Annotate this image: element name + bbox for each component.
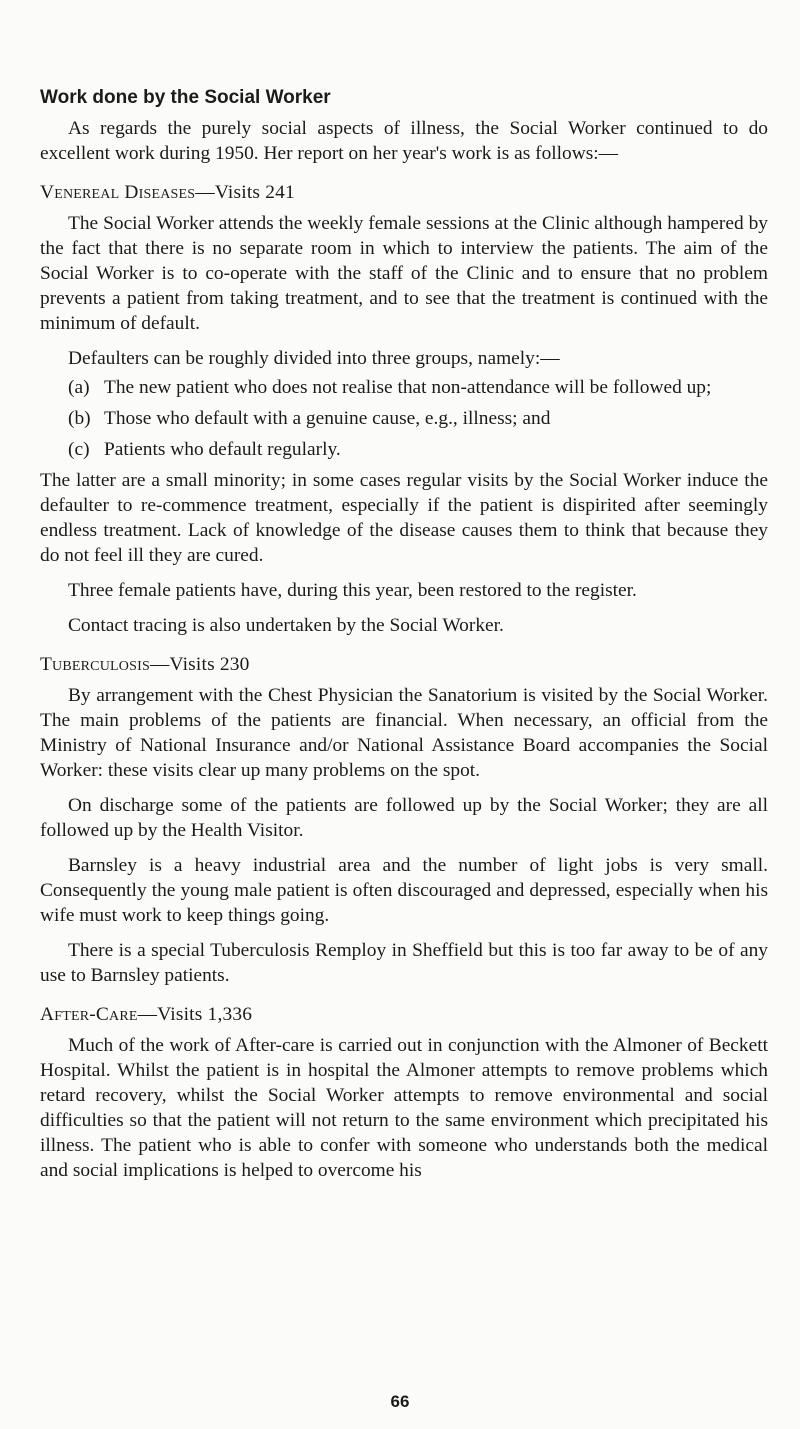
list-item bbox=[68, 375, 768, 400]
vd-paragraph-5: Contact tracing is also undertaken by the Social Worker. bbox=[68, 615, 504, 636]
tb-paragraph-2: On discharge some of the patients are followed up by the Social Worker; they are all followed up by the Health Visitor. bbox=[40, 795, 768, 841]
section-visits: —Visits 1,336 bbox=[137, 1004, 253, 1025]
list-item-text: The new patient who does not realise that non-attendance will be followed up; bbox=[104, 377, 712, 398]
tb-paragraph-1: By arrangement with the Chest Physician the Sanatorium is visited by the Social Worker. The main problems of the patients are financial. When necessary, an official from the Ministry of National Insurance and/or National Assistance Board accompanies the Social Worker: these visits clear up many problems on the spot. bbox=[40, 685, 768, 781]
list-item-marker: (c) bbox=[68, 439, 90, 460]
list-item-marker: (a) bbox=[68, 377, 90, 398]
vd-paragraph-1: The Social Worker attends the weekly female sessions at the Clinic although hampered by the fact that there is no separate room in which to interview the patients. The aim of the Social Worker is to co-operate with the staff of the Clinic and to ensure that no problem prevents a patient from taking treatment, and to see that the treatment is continued with the minimum of default. bbox=[40, 213, 768, 334]
list-item bbox=[68, 437, 768, 462]
section-title-text: Venereal Diseases bbox=[40, 182, 196, 203]
section-title-venereal-diseases bbox=[40, 180, 768, 205]
list-item bbox=[68, 406, 768, 431]
list-item-text: Patients who default regularly. bbox=[104, 439, 341, 460]
vd-paragraph-2: Defaulters can be roughly divided into three groups, namely:— bbox=[68, 348, 560, 369]
tb-paragraph-4: There is a special Tuberculosis Remploy in Sheffield but this is too far away to be of any use to Barnsley patients. bbox=[40, 940, 768, 986]
section-title-tuberculosis bbox=[40, 652, 768, 677]
section-visits: —Visits 230 bbox=[149, 654, 250, 675]
ac-paragraph-1: Much of the work of After-care is carried out in conjunction with the Almoner of Beckett Hospital. Whilst the patient is in hospital the Almoner attempts to remove problems which retard recovery, whilst the Social Worker attempts to remove environmental and social difficulties so that the patient will not return to the same environment which precipitated his illness. The patient who is able to confer with someone who understands both the medical and social implications is helped to overcome his bbox=[40, 1035, 768, 1181]
list-item-text: Those who default with a genuine cause, e.g., illness; and bbox=[104, 408, 551, 429]
page-heading: Work done by the Social Worker bbox=[40, 87, 331, 108]
section-visits: —Visits 241 bbox=[195, 182, 295, 203]
vd-paragraph-3: The latter are a small minority; in some cases regular visits by the Social Worker induce the defaulter to re-commence treatment, especially if the patient is dispirited after seemingly endless treatment. Lack of knowledge of the disease causes them to think that because they do not feel ill they are cured. bbox=[40, 470, 768, 566]
list-item-marker: (b) bbox=[68, 408, 91, 429]
page-number: 66 bbox=[390, 1392, 410, 1411]
document-page bbox=[40, 86, 768, 1193]
defaulter-groups-list bbox=[40, 375, 768, 462]
tb-paragraph-3: Barnsley is a heavy industrial area and the number of light jobs is very small. Consequently the young male patient is often discouraged and depressed, especially when his wife must work to keep things going. bbox=[40, 855, 768, 926]
vd-paragraph-4: Three female patients have, during this year, been restored to the register. bbox=[68, 580, 637, 601]
section-title-text: Tuberculosis bbox=[40, 654, 150, 675]
intro-paragraph: As regards the purely social aspects of illness, the Social Worker continued to do excellent work during 1950. Her report on her year's work is as follows:— bbox=[40, 118, 768, 164]
section-title-after-care bbox=[40, 1002, 768, 1027]
section-title-text: After-Care bbox=[40, 1004, 138, 1025]
